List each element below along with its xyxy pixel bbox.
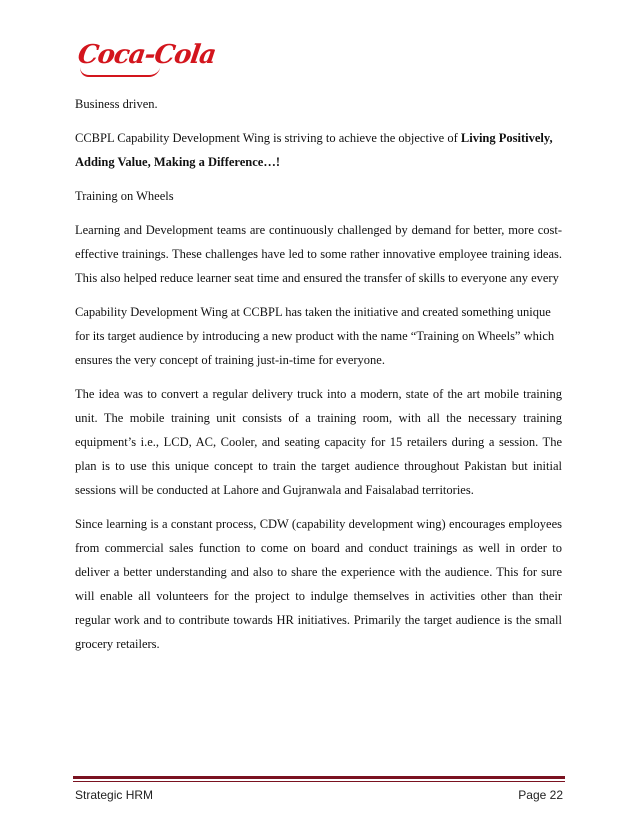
footer-rule-thick (73, 776, 565, 779)
paragraph-capability-line-2: for its target audience by introducing a new product with the name “Training on Wheels” which (75, 329, 555, 343)
paragraph-business-driven: Business driven. (75, 97, 158, 111)
paragraph-capability-line-1: Capability Development Wing at CCBPL has taken the initiative and created something unique (75, 305, 551, 319)
objective-text: CCBPL Capability Development Wing is striving to achieve the objective of (75, 131, 461, 145)
document-body (75, 92, 562, 656)
footer-page-number: Page 22 (518, 788, 563, 802)
footer-title: Strategic HRM (75, 788, 154, 802)
paragraph-mobile-training-unit: The idea was to convert a regular delivery truck into a modern, state of the art mobile training unit. The mobile training unit consists of a training room, with all the necessary training equipment’s i.e., LCD, AC, Cooler, and seating capacity for 15 retailers during a session. The plan is to use this unique concept to train the target audience throughout Pakistan but initial sessions will be conducted at Lahore and Gujranwala and Faisalabad territories. (75, 387, 562, 497)
objective-bold-2: Adding Value, Making a Difference…! (75, 155, 280, 169)
logo-swoosh (79, 67, 160, 77)
paragraph-capability-line-3: ensures the very concept of training just-in-time for everyone. (75, 353, 385, 367)
paragraph-learning-development: Learning and Development teams are continuously challenged by demand for better, more cost-effective trainings. These challenges have led to some rather innovative employee training ideas. This also helped reduce learner seat time and ensured the transfer of skills to everyone any every (75, 223, 562, 285)
coca-cola-logo (76, 40, 217, 70)
footer-rule-thin (73, 781, 565, 782)
paragraph-objective (75, 126, 562, 174)
paragraph-constant-learning: Since learning is a constant process, CDW (capability development wing) encourages employees from commercial sales function to come on board and conduct trainings as well in order to deliver a better understanding and also to share the experience with the audience. This for sure will enable all volunteers for the project to indulge themselves in activities other than their regular work and to contribute towards HR initiatives. Primarily the target audience is the small grocery retailers. (75, 517, 562, 651)
objective-bold-1: Living Positively, (460, 131, 553, 145)
heading-training-on-wheels: Training on Wheels (75, 189, 174, 203)
logo-text: Coca-Cola (75, 40, 218, 70)
